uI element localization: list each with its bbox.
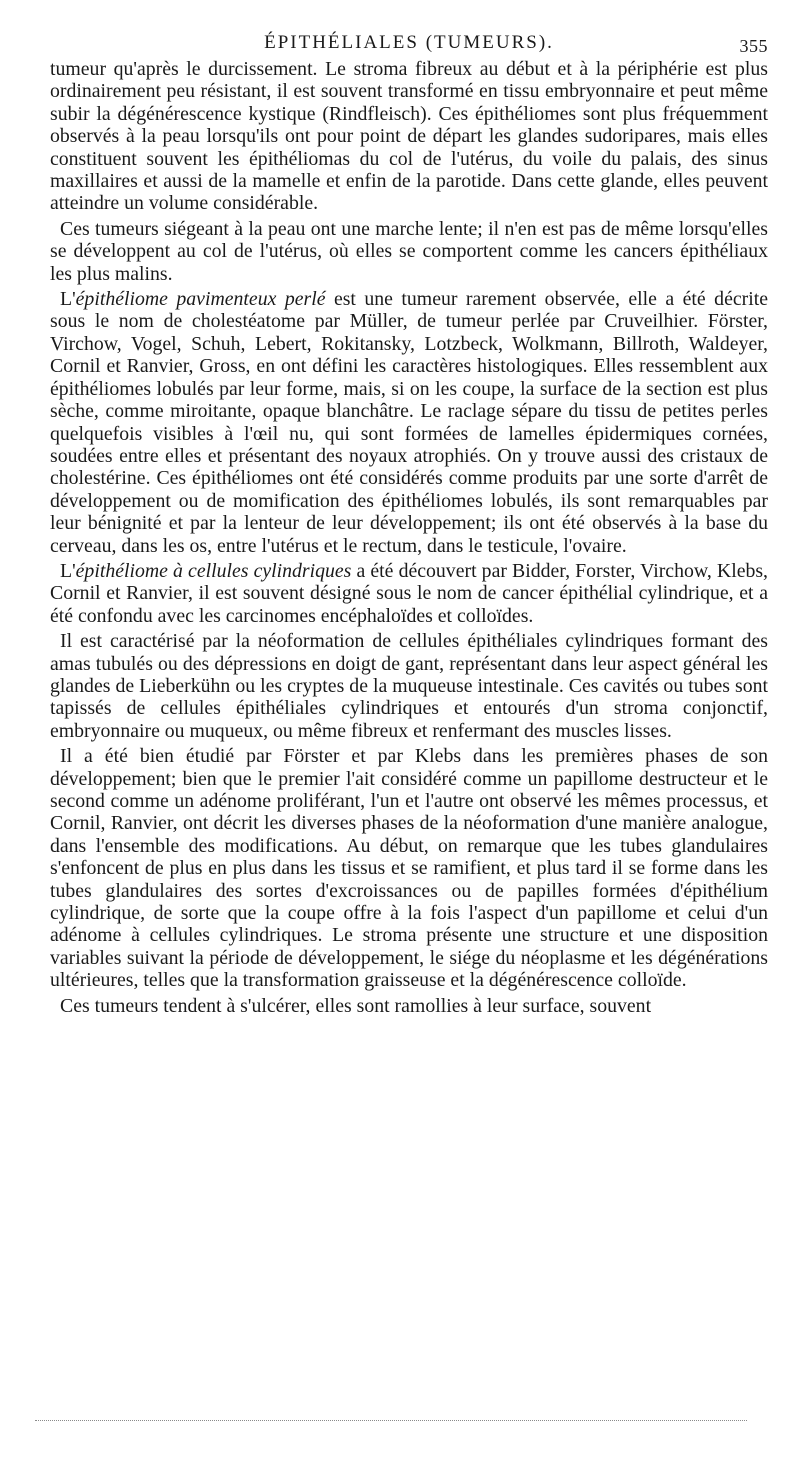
paragraph-text: est une tumeur rarement observée, elle a été décrite sous le nom de cholestéatome par Müller, de tumeur perlée par Cruveilhier. Förster, Virchow, Vogel, Schuh, Lebert, Rokitansky, Lotzbeck, Wolkmann, Billroth, Waldeyer, Cornil et Ranvier, Gross, en ont défini les caractères histologiques. Elles ressemblent aux épithéliomes lobulés par leur forme, mais, si on les coupe, la surface de la section est plus sèche, comme miroitante, opaque blanchâtre. Le raclage sépare du tissu de petites perles quelquefois visibles à l'œil nu, qui sont formées de lamelles épidermiques cornées, soudées entre elles et présentant des noyaux atrophiés. On y trouve aussi des cristaux de cholestérine. Ces épithéliomes ont été considérés comme produits par une sorte d'arrêt de développement ou de momification des épithéliomes lobulés, ils sont remarquables par leur bénignité et par la lenteur de leur développement; ils ont été observés à la base du cerveau, dans les os, entre l'utérus et le rectum, dans le testicule, l'ovaire.: [50, 288, 768, 557]
italic-term: épithéliome à cellules cylindriques: [75, 559, 352, 582]
paragraph-text: L': [60, 559, 76, 582]
paragraph-text: Il a été bien étudié par Förster et par Klebs dans les premières phases de son développement; bien que le premier l'ait considéré comme un papillome destructeur et le second comme un adénome proliférant, l'un et l'autre ont observé les mêmes processus, et Cornil, Ranvier, ont décrit les diverses phases de la néoformation d'une manière analogue, dans l'ensemble des modifications. Au début, on remarque que les tubes glandulaires s'enfoncent de plus en plus dans les tissus et se ramifient, et plus tard il se forme dans les tubes glandulaires des sortes d'excroissances ou de papilles formées d'épithélium cylindrique, de sorte que la coupe offre à la fois l'aspect d'un papillome et celui d'un adénome à cellules cylindriques. Le stroma présente une structure et une disposition variables suivant la période de développement, le siége du néoplasme et les dégénérations ultérieures, telles que la transformation graisseuse et la dégénérescence colloïde.: [50, 745, 768, 992]
paragraph-text: L': [60, 288, 76, 311]
page-number: 355: [739, 36, 768, 56]
book-page: [50, 28, 768, 1017]
paragraph: [50, 995, 768, 1017]
paragraph-text: Il est caractérisé par la néoformation de cellules épithéliales cylindriques formant des amas tubulés ou des dépressions en doigt de gant, représentant dans leur aspect général les glandes de Lieberkühn ou les cryptes de la muqueuse intestinale. Ces cavités ou tubes sont tapissés de cellules épithéliales cylindriques et entourés d'un stroma conjonctif, embryonnaire ou muqueux, ou même fibreux et renfermant des muscles lisses.: [50, 630, 768, 742]
paragraph-text: tumeur qu'après le durcissement. Le stroma fibreux au début et à la périphérie est plus ordinairement peu résistant, il est souvent transformé en tissu embryonnaire et peut même subir la dégénérescence kystique (Rindfleisch). Ces épithéliomes sont plus fréquemment observés à la peau lorsqu'ils ont pour point de départ les glandes sudoripares, mais elles constituent souvent les épithéliomas du col de l'utérus, du voile du palais, des sinus maxillaires et aussi de la mamelle et enfin de la parotide. Dans cette glande, elles peuvent atteindre un volume considérable.: [50, 58, 768, 215]
paragraph-text: Ces tumeurs tendent à s'ulcérer, elles sont ramollies à leur surface, souvent: [60, 994, 652, 1017]
paragraph: [50, 745, 768, 991]
body-text: [50, 58, 768, 1017]
paragraph: [50, 630, 768, 742]
paragraph-text: a été découvert par Bidder, Forster, Virchow, Klebs, Cornil et Ranvier, il est souvent désigné sous le nom de cancer épithélial cylindrique, et a été confondu avec les carcinomes encéphaloïdes et colloïdes.: [50, 559, 769, 627]
running-head: ÉPITHÉLIALES (TUMEURS).: [264, 32, 554, 53]
paragraph: [50, 288, 768, 557]
paragraph: [50, 58, 768, 215]
footer-rule: [35, 1420, 747, 1421]
paragraph: [50, 560, 768, 627]
paragraph-text: Ces tumeurs siégeant à la peau ont une marche lente; il n'en est pas de même lorsqu'elles se développent au col de l'utérus, où elles se comportent comme les cancers épithéliaux les plus malins.: [50, 217, 768, 285]
italic-term: épithéliome pavimenteux perlé: [75, 288, 326, 311]
paragraph: [50, 218, 768, 285]
page-header: [50, 28, 768, 58]
